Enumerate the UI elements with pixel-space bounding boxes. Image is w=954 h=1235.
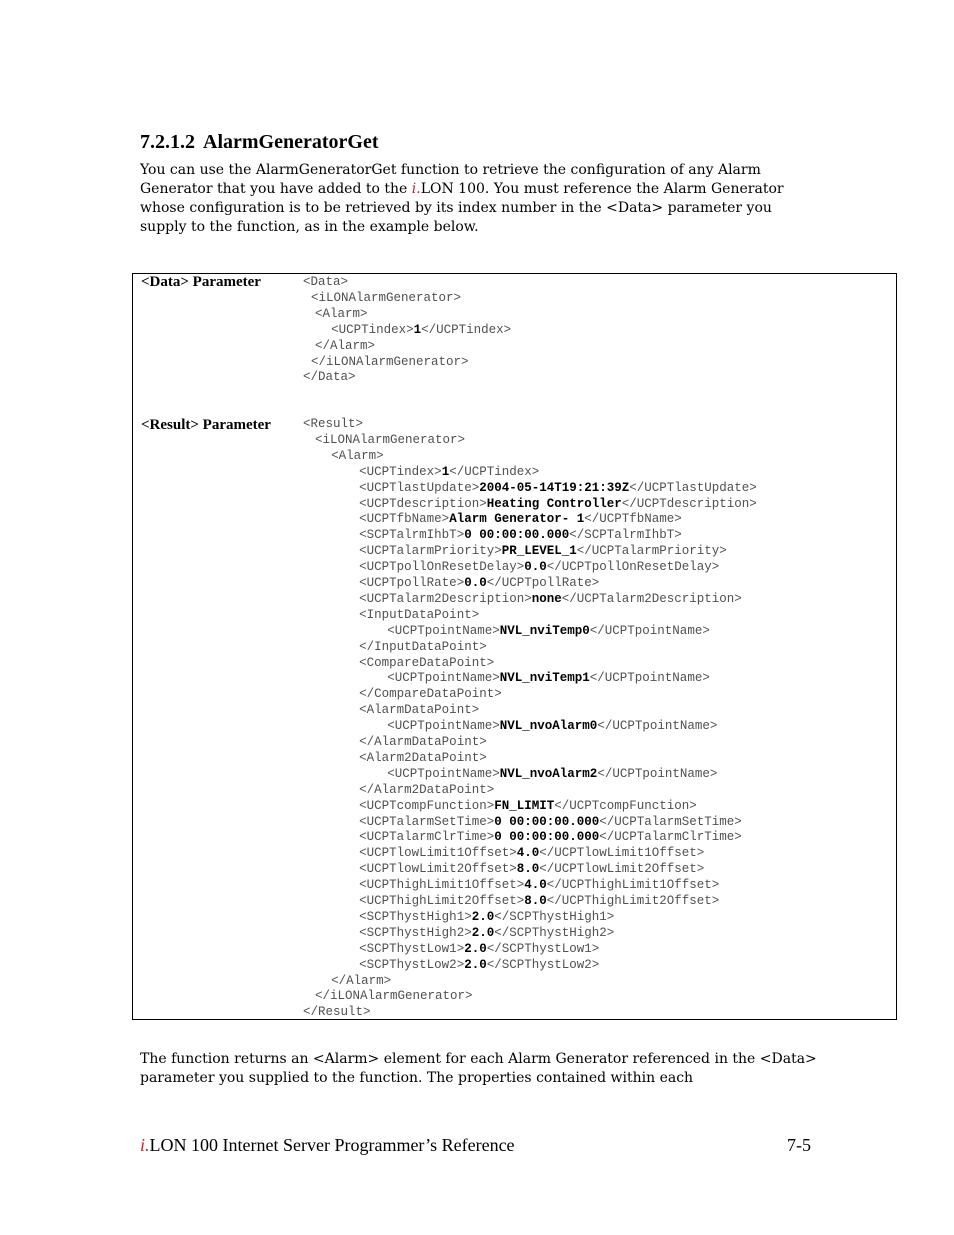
- code-line: [359, 750, 487, 766]
- xml-tag-open: <UCPTalarm2Description>: [359, 591, 532, 606]
- xml-tag-open: <UCPThighLimit2Offset>: [359, 894, 525, 908]
- xml-tag-close: </SCPThystLow1>: [486, 941, 600, 956]
- xml-value: 8.0: [524, 894, 547, 908]
- xml-tag-open: <UCPTalarmClrTime>: [359, 830, 495, 845]
- code-line: [359, 845, 704, 861]
- xml-tag-close: </UCPTalarmClrTime>: [599, 830, 742, 845]
- code-line: [359, 686, 502, 702]
- xml-tag-open: <UCPTpointName>: [387, 623, 500, 638]
- code-line: [359, 829, 742, 845]
- xml-value: 2.0: [464, 941, 487, 956]
- code-line: [387, 766, 717, 782]
- xml-tag-open: <UCPThighLimit1Offset>: [359, 878, 525, 893]
- result-parameter-label: <Result> Parameter: [141, 417, 271, 433]
- xml-tag-open: <Result>: [303, 417, 364, 431]
- page-number: 7-5: [787, 1135, 811, 1155]
- code-line: [359, 591, 742, 607]
- xml-tag-open: <UCPTpollRate>: [359, 576, 465, 590]
- xml-tag-close: </UCPTalarmSetTime>: [599, 814, 742, 829]
- code-line: [359, 909, 614, 925]
- xml-tag-close: </UCPTlowLimit2Offset>: [539, 862, 705, 877]
- xml-tag-open: <UCPTlowLimit1Offset>: [359, 846, 517, 861]
- code-line: [359, 957, 599, 973]
- xml-value: 0.0: [464, 576, 487, 590]
- xml-value: 2.0: [471, 925, 495, 940]
- code-line: [359, 861, 704, 877]
- brand-prefix: i.: [411, 181, 421, 197]
- code-line: [303, 1004, 371, 1020]
- xml-tag-close: </SCPThystHigh1>: [494, 909, 615, 924]
- xml-value: Alarm Generator- 1: [449, 512, 585, 527]
- xml-tag-open: </iLONAlarmGenerator>: [311, 354, 469, 369]
- xml-tag-close: </UCPTpollRate>: [486, 576, 600, 590]
- code-line: [359, 893, 719, 909]
- parameter-table: [132, 273, 897, 1020]
- xml-tag-open: <UCPTdescription>: [359, 496, 487, 511]
- xml-tag-close: </UCPTlowLimit1Offset>: [539, 846, 705, 861]
- xml-value: 2.0: [464, 957, 487, 972]
- xml-tag-open: </Alarm>: [315, 338, 376, 353]
- xml-tag-open: <Alarm>: [315, 306, 368, 321]
- xml-tag-open: </InputDataPoint>: [359, 639, 487, 654]
- xml-tag-open: </Alarm>: [331, 973, 392, 988]
- xml-value: 0 00:00:00.000: [494, 814, 600, 829]
- xml-tag-close: </UCPTpollOnResetDelay>: [546, 560, 720, 575]
- xml-tag-open: </iLONAlarmGenerator>: [315, 989, 473, 1004]
- xml-tag-open: <UCPTlowLimit2Offset>: [359, 862, 517, 877]
- code-line: [331, 973, 391, 989]
- code-line: [387, 623, 710, 639]
- xml-tag-close: </UCPTdescription>: [621, 496, 757, 511]
- code-line: [311, 354, 469, 370]
- xml-tag-open: <InputDataPoint>: [359, 607, 480, 622]
- code-line: [331, 448, 384, 464]
- xml-tag-close: </SCPThystHigh2>: [494, 925, 615, 940]
- xml-tag-open: <CompareDataPoint>: [359, 655, 495, 670]
- xml-tag-open: <iLONAlarmGenerator>: [315, 432, 466, 447]
- code-line: [359, 702, 479, 718]
- code-line: [359, 607, 479, 623]
- xml-tag-open: <Data>: [303, 275, 349, 289]
- xml-tag-open: <SCPThystLow1>: [359, 941, 465, 956]
- xml-tag-open: <UCPTalarmPriority>: [359, 544, 502, 559]
- code-line: [359, 782, 494, 798]
- xml-value: NVL_nvoAlarm0: [499, 719, 598, 734]
- xml-tag-close: </UCPTpointName>: [597, 719, 718, 734]
- code-line: [359, 734, 487, 750]
- code-line: [359, 575, 599, 591]
- xml-tag-open: <UCPTpointName>: [387, 766, 500, 781]
- xml-tag-open: <UCPTindex>: [359, 464, 442, 479]
- code-line: [387, 718, 717, 734]
- intro-text-2: LON 100. You must reference the Alarm Generator whose configuration is to be retrieved by its index number in the <Data> parameter you supply to the function, as in the example below.: [140, 181, 784, 235]
- xml-value: NVL_nvoAlarm2: [499, 766, 598, 781]
- xml-value: 1: [413, 322, 422, 337]
- xml-tag-open: <UCPTpollOnResetDelay>: [359, 560, 525, 575]
- code-line: [359, 941, 599, 957]
- code-line: [315, 988, 473, 1004]
- xml-tag-open: </CompareDataPoint>: [359, 687, 502, 702]
- xml-value: 8.0: [516, 862, 540, 877]
- code-line: [303, 416, 363, 432]
- xml-tag-close: </UCPTindex>: [421, 322, 512, 337]
- section-number: 7.2.1.2: [140, 131, 195, 153]
- footer-title-text: LON 100 Internet Server Programmer’s Reference: [149, 1135, 515, 1155]
- code-line: [315, 432, 465, 448]
- code-line: [303, 274, 348, 290]
- xml-tag-open: <AlarmDataPoint>: [359, 703, 480, 718]
- xml-tag-open: </Data>: [303, 370, 356, 385]
- xml-tag-close: </SCPTalrmIhbT>: [569, 528, 682, 543]
- xml-tag-open: <Alarm>: [331, 448, 384, 463]
- code-line: [359, 877, 719, 893]
- xml-tag-close: </UCPThighLimit2Offset>: [546, 894, 720, 908]
- xml-value: 0.0: [524, 560, 547, 575]
- xml-value: NVL_nviTemp0: [499, 623, 590, 638]
- xml-tag-open: <UCPTcompFunction>: [359, 798, 495, 813]
- xml-tag-open: <SCPThystLow2>: [359, 957, 465, 972]
- xml-tag-open: <UCPTalarmSetTime>: [359, 814, 495, 829]
- xml-tag-close: </UCPTcompFunction>: [554, 798, 697, 813]
- data-parameter-label: <Data> Parameter: [141, 274, 261, 290]
- code-line: [359, 798, 697, 814]
- code-line: [315, 306, 368, 322]
- code-line: [359, 814, 742, 830]
- code-line: [311, 290, 461, 306]
- xml-tag-close: </UCPTpointName>: [597, 766, 718, 781]
- xml-tag-open: <SCPThystHigh2>: [359, 925, 472, 940]
- xml-tag-open: <SCPThystHigh1>: [359, 909, 472, 924]
- xml-tag-open: <UCPTindex>: [331, 322, 414, 337]
- xml-tag-close: </UCPTfbName>: [584, 512, 682, 527]
- xml-value: 1: [441, 464, 450, 479]
- code-line: [331, 322, 511, 338]
- xml-value: 2.0: [471, 909, 495, 924]
- xml-tag-open: </Result>: [303, 1005, 371, 1020]
- xml-tag-open: <UCPTfbName>: [359, 512, 450, 527]
- xml-value: NVL_nviTemp1: [499, 671, 590, 686]
- xml-tag-open: <Alarm2DataPoint>: [359, 750, 487, 765]
- xml-tag-close: </SCPThystLow2>: [486, 957, 600, 972]
- xml-tag-close: </UCPTalarmPriority>: [576, 544, 727, 559]
- xml-value: 4.0: [516, 846, 540, 861]
- xml-value: none: [531, 591, 562, 606]
- code-line: [359, 559, 719, 575]
- code-line: [303, 369, 356, 385]
- xml-value: PR_LEVEL_1: [501, 544, 577, 559]
- footer-title: [140, 1135, 515, 1156]
- xml-value: 4.0: [524, 878, 547, 893]
- code-line: [359, 527, 682, 543]
- xml-tag-close: </UCPTpointName>: [589, 623, 710, 638]
- code-line: [359, 511, 682, 527]
- code-line: [359, 639, 487, 655]
- intro-text-1: You can use the AlarmGeneratorGet function to retrieve the configuration of any Alarm Generator that you have added to the: [140, 162, 761, 197]
- xml-tag-open: <iLONAlarmGenerator>: [311, 290, 462, 305]
- code-line: [359, 655, 494, 671]
- xml-tag-close: </UCPTindex>: [449, 464, 540, 479]
- xml-value: 0 00:00:00.000: [494, 830, 600, 845]
- section-heading: [140, 131, 378, 154]
- footer-brand-prefix: i.: [140, 1135, 150, 1155]
- code-line: [359, 464, 539, 480]
- xml-tag-open: </Alarm2DataPoint>: [359, 782, 495, 797]
- code-line: [315, 338, 375, 354]
- xml-tag-close: </UCPThighLimit1Offset>: [546, 878, 720, 893]
- xml-tag-close: </UCPTalarm2Description>: [561, 591, 742, 606]
- code-line: [387, 670, 710, 686]
- code-line: [359, 496, 757, 512]
- outro-paragraph: The function returns an <Alarm> element for each Alarm Generator referenced in the <Data> parameter you supplied to the function. The properties contained within each: [140, 1051, 817, 1086]
- intro-paragraph: [140, 161, 820, 237]
- xml-value: 2004-05-14T19:21:39Z: [479, 480, 630, 495]
- xml-tag-open: <UCPTpointName>: [387, 671, 500, 686]
- xml-tag-open: </AlarmDataPoint>: [359, 735, 487, 749]
- xml-value: FN_LIMIT: [494, 798, 555, 813]
- xml-tag-open: <UCPTlastUpdate>: [359, 480, 480, 495]
- xml-tag-close: </UCPTlastUpdate>: [629, 480, 757, 495]
- xml-value: Heating Controller: [486, 496, 622, 511]
- code-line: [359, 543, 727, 559]
- code-line: [359, 925, 614, 941]
- code-line: [359, 480, 757, 496]
- section-title: AlarmGeneratorGet: [203, 131, 379, 153]
- xml-tag-open: <SCPTalrmIhbT>: [359, 528, 465, 543]
- xml-value: 0 00:00:00.000: [464, 528, 570, 543]
- xml-tag-open: <UCPTpointName>: [387, 719, 500, 734]
- xml-tag-close: </UCPTpointName>: [589, 671, 710, 686]
